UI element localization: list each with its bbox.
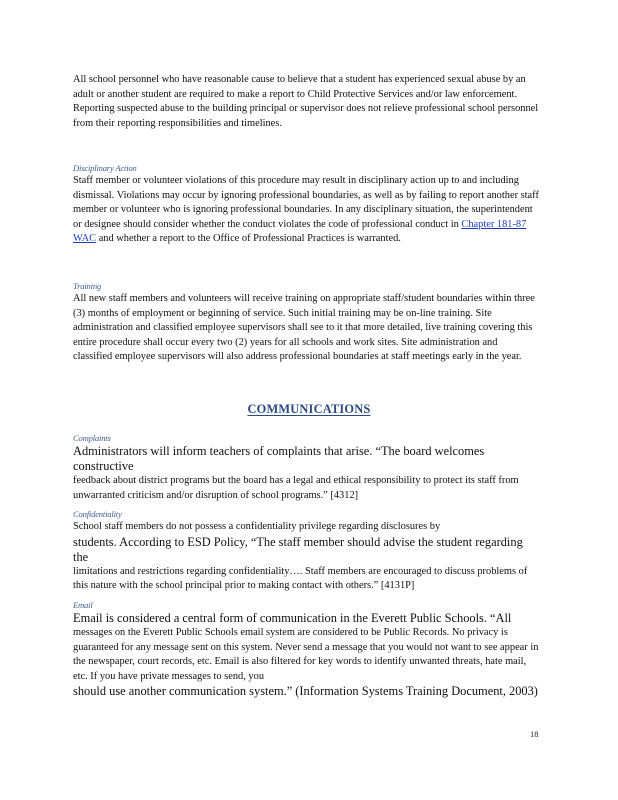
training-paragraph: All new staff members and volunteers will receive training on appropriate staff/student boundaries within three (3) months of employment or beginning of service. Such initial training may be on-line training. Site administration and classified employee supervisors shall see to it that more detailed, live training covering this entire procedure shall occur every two (2) years for all schools and work sites. Site administration and classified employee supervisors will also address professional boundaries at staff meetings early in the year. bbox=[73, 293, 535, 362]
disciplinary-section bbox=[73, 163, 539, 247]
confidentiality-section bbox=[73, 509, 539, 594]
email-heading: Email bbox=[73, 600, 93, 610]
wac-chapter-link[interactable]: Chapter 181-87 WAC bbox=[73, 218, 527, 244]
confidentiality-line-1: School staff members do not possess a confidentiality privilege regarding disclosures by bbox=[73, 521, 441, 532]
communications-title-text: COMMUNICATIONS bbox=[247, 402, 371, 416]
reporting-paragraph: All school personnel who have reasonable cause to believe that a student has experienced sexual abuse by an adult or another student are required to make a report to Child Protective Services and/or law enforcement. Reporting suspected abuse to the building principal or supervisor does not relieve professional school personnel from their reporting responsibilities and timelines. bbox=[73, 74, 539, 129]
disciplinary-heading: Disciplinary Action bbox=[73, 163, 137, 173]
email-end: should use another communication system.” (Information Systems Training Document, 2003) bbox=[73, 684, 538, 698]
reporting-section bbox=[73, 73, 539, 131]
confidentiality-line-2: students. According to ESD Policy, “The staff member should advise the student regarding the bbox=[73, 534, 523, 564]
training-section bbox=[73, 281, 539, 365]
disciplinary-text-before-link: Staff member or volunteer violations of this procedure may result in disciplinary action up to and including dismissal. Violations may occur by ignoring professional boundaries, as well as by failing to report another staff member or volunteer who is ignoring professional boundaries. In any disciplinary situation, the superintendent or designee should consider whether the conduct violates the code of professional conduct in bbox=[73, 175, 539, 230]
training-heading: Training bbox=[73, 281, 102, 291]
confidentiality-line-3: limitations and restrictions regarding confidentiality…. Staff members are encouraged to discuss problems of this nature with the school principal prior to making contact with others.” [4131P] bbox=[73, 565, 528, 591]
communications-title bbox=[0, 402, 618, 417]
email-section bbox=[73, 600, 539, 699]
complaints-section bbox=[73, 433, 539, 503]
disciplinary-paragraph bbox=[73, 174, 539, 247]
email-paragraph: messages on the Everett Public Schools email system are considered to be Public Records. No privacy is guaranteed for any message sent on this system. Never send a message that you would not want to see appear in the newspaper, court records, etc. Email is also filtered for key words to identify unwanted threats, hate mail, etc. If you have private messages to send, you bbox=[73, 627, 539, 682]
disciplinary-text-after-link: and whether a report to the Office of Professional Practices is warranted. bbox=[96, 233, 401, 244]
complaints-lead: Administrators will inform teachers of complaints that arise. “The board welcomes constructive bbox=[73, 444, 485, 473]
confidentiality-heading: Confidentiality bbox=[73, 509, 122, 519]
complaints-paragraph: feedback about district programs but the board has a legal and ethical responsibility to protect its staff from unwarranted criticism and/or disruption of school programs.” [4312] bbox=[73, 475, 519, 501]
email-lead: Email is considered a central form of communication in the Everett Public Schools. “All bbox=[73, 611, 512, 625]
complaints-heading: Complaints bbox=[73, 433, 111, 443]
page-number: 18 bbox=[530, 729, 539, 739]
